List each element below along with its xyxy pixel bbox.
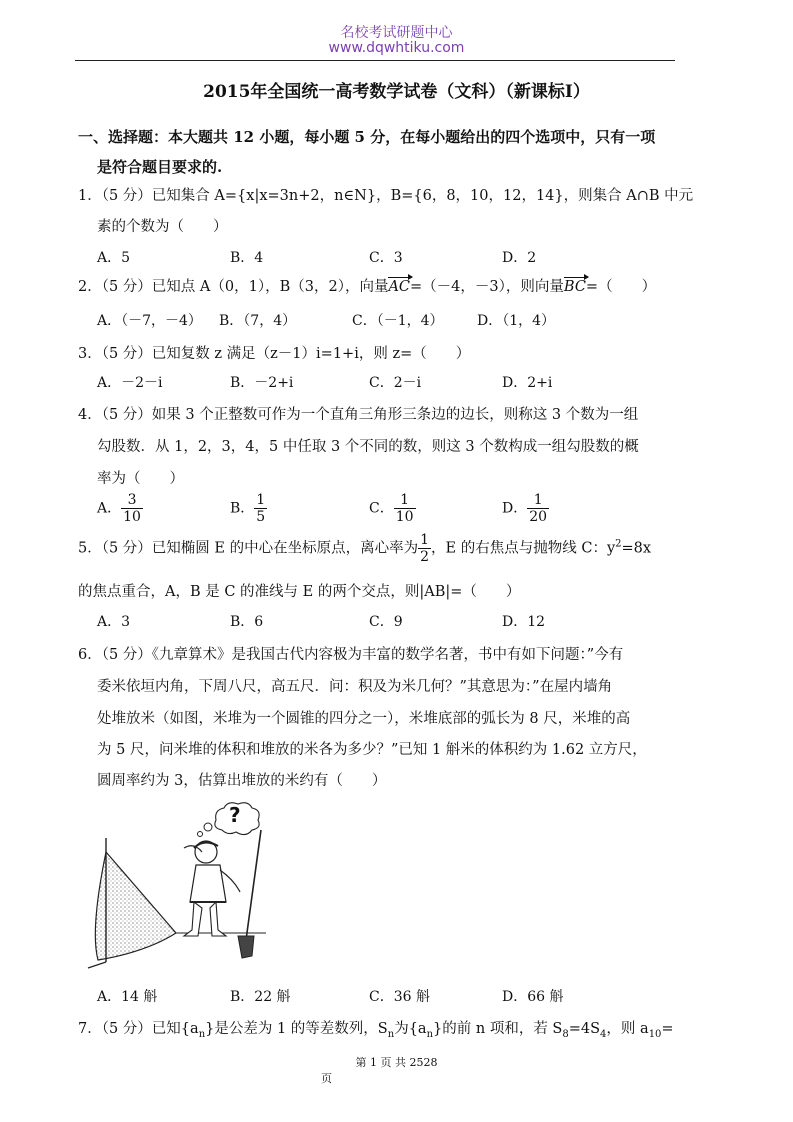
q7-text-d: }的前 n 项和，若 S [433,1021,563,1037]
site-url[interactable]: www.dqwhtiku.com [328,40,465,56]
q7-text-b: }是公差为 1 的等差数列，S [205,1021,388,1037]
q2-option-a[interactable]: A．（－7，－4） [97,313,202,329]
q4-option-a-num: 3 [121,492,143,509]
q4-option-a[interactable] [97,492,143,525]
q2-options [97,310,697,332]
q7-text-f: ，则 a [606,1021,649,1037]
q5-option-d[interactable]: D．12 [502,614,546,630]
q4-option-c[interactable] [369,492,416,525]
q5-stem-line2: 的焦点重合，A，B 是 C 的准线与 E 的两个交点，则|AB|=（ ） [78,584,521,600]
q6-options [97,986,697,1008]
thought-dot-medium [204,823,212,831]
q5-frac-num: 1 [420,532,430,548]
q1-stem-line1: 1．（5 分）已知集合 A={x|x=3n+2，n∈N}，B={6，8，10，12，14}，则集合 A∩B 中元 [78,188,694,204]
q5-text-b: ，E 的右焦点与抛物线 C：y [431,540,616,557]
q4-stem-line2: 勾股数．从 1，2，3，4，5 中任取 3 个不同的数，则这 3 个数构成一组勾股数的概 [97,439,639,455]
q4-option-c-den: 10 [395,509,414,525]
q5-text-c: =8x [621,540,652,557]
page-footer-line1: 第 1 页 共 2528 [355,1056,438,1069]
section-heading-line1: 一、选择题：本大题共 12 小题，每小题 5 分，在每小题给出的四个选项中，只有一项 [78,128,656,146]
q4-option-a-fraction [121,492,143,525]
q3-option-c[interactable]: C．2－i [369,375,422,391]
q7-sub-5: 4 [600,1028,607,1040]
q4-option-a-den: 10 [123,509,141,525]
q5-option-c[interactable]: C．9 [369,614,403,630]
q4-option-b-label: B． [230,500,255,517]
q2-text-c: =（ ） [585,279,657,295]
q6-stem-line3: 处堆放米（如图，米堆为一个圆锥的四分之一），米堆底部的弧长为 8 尺，米堆的高 [97,711,631,727]
q2-vector-ac: AC [388,279,411,295]
q7-sub-6: 10 [648,1028,662,1040]
shovel-blade [238,936,254,958]
q1-option-a[interactable]: A．5 [97,250,131,266]
q6-option-a[interactable]: A．14 斛 [97,989,158,1005]
q5-eccentricity-fraction [418,532,431,565]
q6-stem-line5: 圆周率约为 3，估算出堆放的米约有（ ） [97,773,387,789]
q3-option-d[interactable]: D．2+i [502,375,553,391]
site-name: 名校考试研题中心 [340,25,453,41]
q4-option-d-den: 20 [529,509,548,525]
q4-option-b-den: 5 [256,509,266,525]
q4-options [97,492,697,530]
q4-option-b-fraction [254,492,267,525]
q2-text-b: =（－4，－3），则向量 [410,279,564,295]
q3-option-a[interactable]: A．－2－i [97,375,163,391]
q3-options [97,372,697,394]
q1-option-b[interactable]: B．4 [230,250,264,266]
q4-option-d-num: 1 [527,492,549,509]
man-leg-left [184,902,202,936]
shovel-handle [246,830,261,940]
q1-options [97,247,697,269]
q5-stem-line1 [78,532,651,565]
q4-option-d-fraction [527,492,549,525]
q6-option-b[interactable]: B．22 斛 [230,989,291,1005]
q7-text-g: = [661,1021,674,1037]
q7-sub-2: n [387,1028,395,1040]
q4-option-c-fraction [394,492,416,525]
q1-stem-line2: 素的个数为（ ） [97,219,228,235]
q2-option-c[interactable]: C．（－1，4） [352,313,444,329]
q4-option-c-label: C． [369,500,394,517]
q6-stem-line4: 为 5 尺，问米堆的体积和堆放的米各为多少？”已知 1 斛米的体积约为 1.62 立方尺， [97,742,647,758]
q2-stem [78,275,656,296]
q4-option-a-label: A． [97,500,122,517]
q4-stem-line1: 4．（5 分）如果 3 个正整数可作为一个直角三角形三条边的边长，则称这 3 个数为一组 [78,407,639,423]
q7-sub-3: n [426,1028,434,1040]
q1-option-d[interactable]: D．2 [502,250,537,266]
q6-option-d[interactable]: D．66 斛 [502,989,564,1005]
q4-option-b-num: 1 [256,492,266,508]
q7-sub-1: n [198,1028,206,1040]
page-title: 2015年全国统一高考数学试卷（文科）（新课标Ⅰ） [203,82,590,102]
q4-option-d-label: D． [502,500,528,517]
q5-options [97,611,697,633]
q4-option-c-num: 1 [394,492,416,509]
q1-option-c[interactable]: C．3 [369,250,403,266]
q7-stem [78,1017,674,1040]
floor-line-left [88,962,106,968]
q6-stem-line1: 6．（5 分）《九章算术》是我国古代内容极为丰富的数学名著，书中有如下问题：”今有 [78,647,624,663]
q3-option-b[interactable]: B．－2+i [230,375,294,391]
q5-option-b[interactable]: B．6 [230,614,264,630]
rice-cone [95,852,176,960]
q2-option-b[interactable]: B．（7，4） [219,313,297,329]
man-leg-right [210,902,226,936]
q4-option-b[interactable] [230,492,267,525]
page-footer-line2: 页 [321,1072,332,1085]
rice-pile-illustration [76,790,276,979]
q7-text-c: 为{a [394,1021,427,1037]
header-divider [75,60,675,61]
q7-text-a: 7．（5 分）已知{a [78,1021,199,1037]
q4-option-d[interactable] [502,492,549,525]
q2-option-d[interactable]: D．（1，4） [477,313,556,329]
q5-frac-den: 2 [420,549,430,565]
question-mark-icon: ? [229,803,241,827]
q2-text-a: 2．（5 分）已知点 A（0，1），B（3，2），向量 [78,279,389,295]
q6-stem-line2: 委米依垣内角，下周八尺，高五尺．问：积及为米几何？”其意思为：”在屋内墙角 [97,679,613,695]
q7-sub-4: 8 [562,1028,569,1040]
rice-pile-figure [76,790,276,975]
section-heading-line2: 是符合题目要求的. [97,158,223,176]
q5-option-a[interactable]: A．3 [97,614,131,630]
q2-vector-bc: BC [563,279,586,295]
q6-option-c[interactable]: C．36 斛 [369,989,430,1005]
q5-superscript: 2 [615,538,622,550]
q7-text-e: =4S [568,1021,601,1037]
q4-stem-line3: 率为（ ） [97,471,184,487]
q3-stem: 3．（5 分）已知复数 z 满足（z－1）i=1+i，则 z=（ ） [78,346,471,362]
q5-text-a: 5．（5 分）已知椭圆 E 的中心在坐标原点，离心率为 [78,540,419,557]
section-heading [78,122,688,182]
thought-dot-small [198,832,203,837]
